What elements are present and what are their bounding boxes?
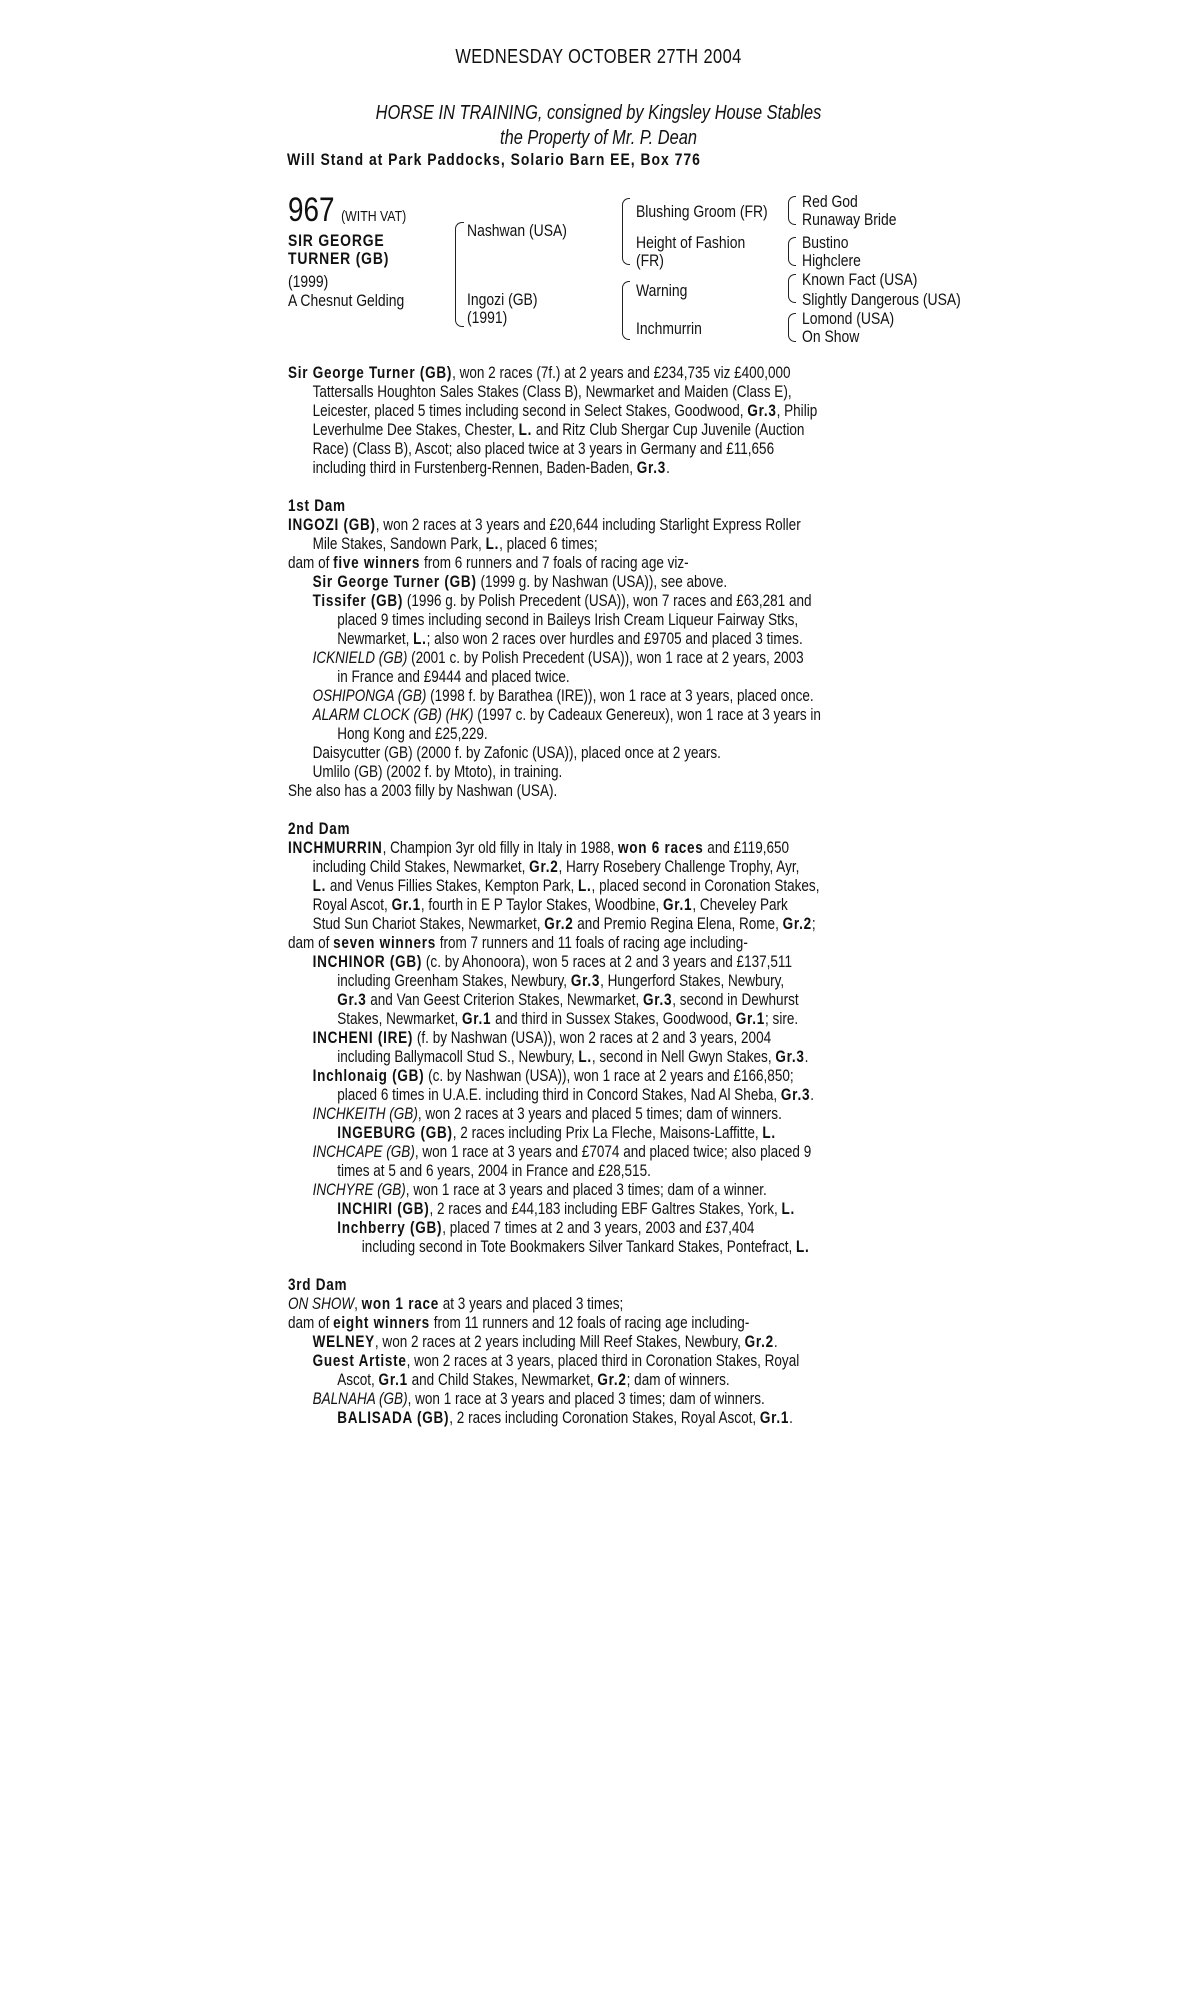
winners-count: seven winners	[333, 934, 436, 952]
grade-label: Gr.2	[597, 1371, 627, 1389]
pedigree-brace	[622, 305, 630, 340]
offspring-text: , won 1 race at 3 years and placed 3 times; dam of winners.	[407, 1390, 765, 1408]
offspring-text: , Hungerford Stakes, Newbury,	[600, 972, 785, 990]
grand-offspring-name: Inchberry (GB)	[337, 1219, 443, 1237]
great-grandparent: Bustino	[802, 233, 849, 252]
lot-number	[288, 192, 406, 235]
offspring-text: Hong Kong and £25,229.	[337, 725, 488, 743]
dam-text: and Venus Fillies Stakes, Kempton Park,	[326, 877, 579, 895]
dam-text: ,	[354, 1295, 362, 1313]
grade-label: Gr.2	[529, 858, 559, 876]
dam-text: from 11 runners and 12 foals of racing age including-	[429, 1314, 750, 1332]
grade-label: Gr.3	[775, 1048, 805, 1066]
offspring-text: ; dam of winners.	[626, 1371, 730, 1389]
dam-text: , won 2 races at 3 years and £20,644 including Starlight Express Roller	[375, 516, 801, 534]
grand-offspring-name: BALISADA (GB)	[337, 1409, 450, 1427]
dam-text: from 7 runners and 11 foals of racing age including-	[435, 934, 748, 952]
offspring-name: Guest Artiste	[312, 1352, 407, 1370]
third-dam-section	[288, 1276, 1100, 1428]
offspring-text: in France and £9444 and placed twice.	[337, 668, 570, 686]
pedigree-brace	[788, 251, 796, 266]
grade-label: Gr.1	[378, 1371, 408, 1389]
sire-dam-name	[636, 234, 745, 270]
offspring-text: Ascot,	[337, 1371, 379, 1389]
grade-label: Gr.1	[663, 896, 693, 914]
offspring-name: Tissifer (GB)	[312, 592, 404, 610]
dam-name-bold: INGOZI (GB)	[288, 516, 376, 534]
offspring-text: , second in Dewhurst	[672, 991, 799, 1009]
dam-foaling-year: (1991)	[467, 308, 508, 327]
grade-label: Gr.3	[642, 991, 673, 1009]
offspring-text: .	[810, 1086, 814, 1104]
pedigree-brace	[788, 288, 796, 303]
offspring-name: BALNAHA (GB)	[312, 1390, 408, 1408]
grade-label: Gr.3	[570, 972, 601, 990]
property-line: the Property of Mr. P. Dean	[500, 127, 697, 149]
wins-bold: won 6 races	[617, 839, 704, 857]
foaling-year: (1999)	[288, 272, 329, 291]
racing-text: Race) (Class B), Ascot; also placed twice at 3 years in Germany and £11,656	[312, 440, 775, 458]
dam-text: , Cheveley Park	[692, 896, 788, 914]
dam-text: , fourth in E P Taylor Stakes, Woodbine,	[420, 896, 664, 914]
offspring-text: including second in Tote Bookmakers Silver Tankard Stakes, Pontefract,	[361, 1238, 797, 1256]
grade-label: L.	[578, 877, 592, 895]
offspring-text: .	[773, 1333, 778, 1351]
racing-text: Leverhulme Dee Stakes, Chester,	[312, 421, 519, 439]
racing-text: Tattersalls Houghton Sales Stakes (Class B), Newmarket and Maiden (Class E),	[312, 383, 792, 401]
offspring-text: (1999 g. by Nashwan (USA)), see above.	[476, 573, 728, 591]
great-grandparent: Highclere	[802, 251, 861, 270]
grade-label: Gr.3	[780, 1086, 811, 1104]
sire-sire-name: Blushing Groom (FR)	[636, 202, 768, 221]
racing-text: and Ritz Club Shergar Cup Juvenile (Auction	[532, 421, 805, 439]
dam-text: , Harry Rosebery Challenge Trophy, Ayr,	[558, 858, 800, 876]
offspring-text: and Child Stakes, Newmarket,	[407, 1371, 598, 1389]
offspring-text: , second in Nell Gwyn Stakes,	[591, 1048, 776, 1066]
offspring-text: and Van Geest Criterion Stakes, Newmarket,	[366, 991, 643, 1009]
dam-text: from 6 runners and 7 foals of racing age viz-	[420, 554, 689, 572]
section-heading: 1st Dam	[288, 497, 346, 515]
pedigree-brace	[455, 272, 464, 327]
dam-text: She also has a 2003 filly by Nashwan (USA).	[288, 782, 558, 800]
racing-text: .	[666, 459, 670, 477]
dam-text: at 3 years and placed 3 times;	[438, 1295, 624, 1313]
grade-label: L.	[762, 1124, 776, 1142]
offspring-text: (2001 c. by Polish Precedent (USA)), won 1 race at 2 years, 2003	[407, 649, 804, 667]
great-grandparent: Lomond (USA)	[802, 309, 895, 328]
winners-count: five winners	[333, 554, 421, 572]
dam-text: ;	[811, 915, 816, 933]
offspring-text: , placed 7 times at 2 and 3 years, 2003 and £37,404	[442, 1219, 755, 1237]
great-grandparent: Red God	[802, 192, 858, 211]
pedigree-brace	[455, 222, 464, 273]
pedigree-brace	[788, 210, 796, 225]
grade-label: L.	[312, 877, 327, 895]
great-grandparent: On Show	[802, 327, 860, 346]
offspring-text: , 2 races and £44,183 including EBF Galtres Stakes, York,	[429, 1200, 782, 1218]
dam-name-bold: INCHMURRIN	[288, 839, 383, 857]
grade-label: Gr.3	[636, 459, 667, 477]
great-grandparent: Runaway Bride	[802, 210, 897, 229]
offspring-text: and third in Sussex Stakes, Goodwood,	[491, 1010, 736, 1028]
dam-text: Mile Stakes, Sandown Park,	[312, 535, 486, 553]
offspring-text: (c. by Ahonoora), won 5 races at 2 and 3 years and £137,511	[422, 953, 792, 971]
offspring-name: ALARM CLOCK (GB) (HK)	[312, 706, 474, 724]
great-grandparent: Known Fact (USA)	[802, 270, 918, 289]
horse-name-line2: TURNER (GB)	[288, 249, 390, 268]
section-heading: 3rd Dam	[288, 1276, 348, 1294]
grade-label: Gr.2	[744, 1333, 774, 1351]
offspring-text: Daisycutter (GB) (2000 f. by Zafonic (USA)), placed once at 2 years.	[312, 744, 721, 762]
dam-sire-name: Warning	[636, 281, 688, 300]
offspring-text: , 2 races including Coronation Stakes, Royal Ascot,	[449, 1409, 760, 1427]
pedigree-brace	[788, 274, 796, 289]
sire-dam-line1: Height of Fashion	[636, 233, 746, 252]
offspring-text: , won 1 race at 3 years and placed 3 times; dam of a winner.	[405, 1181, 767, 1199]
lot-number-value: 967	[288, 191, 335, 229]
offspring-name: INCHENI (IRE)	[312, 1029, 414, 1047]
pedigree-brace	[788, 313, 796, 328]
offspring-text: Stakes, Newmarket,	[337, 1010, 463, 1028]
offspring-text: including Greenham Stakes, Newbury,	[337, 972, 571, 990]
offspring-text: (1997 c. by Cadeaux Genereux), won 1 race at 3 years in	[473, 706, 821, 724]
offspring-name: INCHINOR (GB)	[312, 953, 423, 971]
consignment-line: HORSE IN TRAINING, consigned by Kingsley House Stables	[375, 102, 822, 124]
offspring-text: , won 2 races at 3 years and placed 5 times; dam of winners.	[417, 1105, 782, 1123]
offspring-name: Inchlonaig (GB)	[312, 1067, 425, 1085]
catalogue-body	[288, 364, 1100, 1428]
racing-text: , won 2 races (7f.) at 2 years and £234,735 viz £400,000	[452, 364, 791, 382]
offspring-text: Umlilo (GB) (2002 f. by Mtoto), in training.	[312, 763, 563, 781]
winners-count: eight winners	[333, 1314, 430, 1332]
dam-name-line1: Ingozi (GB)	[467, 290, 538, 309]
offspring-text: , won 2 races at 2 years including Mill Reef Stakes, Newbury,	[374, 1333, 745, 1351]
grade-label: L.	[796, 1238, 810, 1256]
offspring-text: ; also won 2 races over hurdles and £9705 and placed 3 times.	[426, 630, 803, 648]
horse-description: A Chesnut Gelding	[288, 291, 405, 310]
dam-text: Royal Ascot,	[312, 896, 392, 914]
great-grandparent: Slightly Dangerous (USA)	[802, 290, 961, 309]
offspring-name: ICKNIELD (GB)	[312, 649, 408, 667]
offspring-name: INCHYRE (GB)	[312, 1181, 406, 1199]
racing-text: Leicester, placed 5 times including second in Select Stakes, Goodwood,	[312, 402, 748, 420]
pedigree-brace	[788, 327, 796, 342]
offspring-name: INCHCAPE (GB)	[312, 1143, 415, 1161]
offspring-text: Newmarket,	[337, 630, 414, 648]
grade-label: L.	[781, 1200, 795, 1218]
pedigree-brace	[788, 237, 796, 252]
dam-text: Stud Sun Chariot Stakes, Newmarket,	[312, 915, 545, 933]
grade-label: L.	[485, 535, 500, 553]
horse-name	[288, 232, 389, 268]
dam-text: including Child Stakes, Newmarket,	[312, 858, 530, 876]
dam-text: dam of	[288, 934, 334, 952]
wins-bold: won 1 race	[361, 1295, 439, 1313]
grade-label: Gr.1	[391, 896, 421, 914]
sale-date: WEDNESDAY OCTOBER 27TH 2004	[455, 46, 742, 68]
horse-name-bold: Sir George Turner (GB)	[288, 364, 453, 382]
pedigree-brace	[622, 198, 630, 227]
offspring-text: (c. by Nashwan (USA)), won 1 race at 2 years and £166,850;	[424, 1067, 794, 1085]
racing-text: including third in Furstenberg-Rennen, Baden-Baden,	[312, 459, 637, 477]
offspring-text: (f. by Nashwan (USA)), won 2 races at 2 and 3 years, 2004	[413, 1029, 772, 1047]
offspring-text: , won 1 race at 3 years and £7074 and placed twice; also placed 9	[414, 1143, 812, 1161]
grade-label: Gr.2	[782, 915, 812, 933]
first-dam-section	[288, 497, 1100, 801]
racing-text: , Philip	[776, 402, 818, 420]
dam-dam-name: Inchmurrin	[636, 319, 702, 338]
pedigree-brace	[622, 281, 630, 306]
grade-label: Gr.1	[735, 1010, 766, 1028]
horse-meta	[288, 272, 404, 310]
stand-location: Will Stand at Park Paddocks, Solario Barn EE, Box 776	[287, 150, 701, 169]
dam-text: , Champion 3yr old filly in Italy in 1988,	[382, 839, 618, 857]
offspring-name: INCHKEITH (GB)	[312, 1105, 418, 1123]
sire-name: Nashwan (USA)	[467, 221, 567, 240]
offspring-text: , won 2 races at 3 years, placed third in Coronation Stakes, Royal	[406, 1352, 800, 1370]
racing-record	[288, 364, 1100, 478]
dam-text: , placed second in Coronation Stakes,	[591, 877, 820, 895]
offspring-text: (1998 f. by Barathea (IRE)), won 1 race at 3 years, placed once.	[426, 687, 814, 705]
grade-label: Gr.2	[544, 915, 574, 933]
grade-label: Gr.3	[337, 991, 367, 1009]
grade-label: L.	[578, 1048, 592, 1066]
offspring-text: including Ballymacoll Stud S., Newbury,	[337, 1048, 579, 1066]
grade-label: L.	[518, 421, 533, 439]
sire-dam-line2: (FR)	[636, 251, 664, 270]
grade-label: Gr.1	[759, 1409, 790, 1427]
second-dam-section	[288, 820, 1100, 1257]
offspring-text: .	[789, 1409, 793, 1427]
offspring-text: placed 6 times in U.A.E. including third in Concord Stakes, Nad Al Sheba,	[337, 1086, 781, 1104]
dam-text: dam of	[288, 554, 334, 572]
dam-name-italic: ON SHOW	[288, 1295, 355, 1313]
grand-offspring-name: INCHIRI (GB)	[337, 1200, 430, 1218]
offspring-name: Sir George Turner (GB)	[312, 573, 477, 591]
offspring-text: ; sire.	[765, 1010, 799, 1028]
dam-text: and £119,650	[703, 839, 790, 857]
offspring-text: (1996 g. by Polish Precedent (USA)), won 7 races and £63,281 and	[403, 592, 812, 610]
grand-offspring-name: INGEBURG (GB)	[337, 1124, 453, 1142]
section-heading: 2nd Dam	[288, 820, 351, 838]
vat-note: (WITH VAT)	[341, 208, 407, 225]
horse-name-line1: SIR GEORGE	[288, 231, 385, 250]
grade-label: Gr.1	[462, 1010, 492, 1028]
pedigree-brace	[622, 226, 630, 265]
pedigree-brace	[788, 196, 796, 211]
offspring-text: .	[804, 1048, 809, 1066]
offspring-text: , 2 races including Prix La Fleche, Maisons-Laffitte,	[452, 1124, 763, 1142]
grade-label: L.	[413, 630, 427, 648]
offspring-name: WELNEY	[312, 1333, 375, 1351]
dam-text: dam of	[288, 1314, 334, 1332]
offspring-name: OSHIPONGA (GB)	[312, 687, 427, 705]
dam-name	[467, 291, 538, 327]
offspring-text: times at 5 and 6 years, 2004 in France and £28,515.	[337, 1162, 651, 1180]
dam-text: , placed 6 times;	[499, 535, 598, 553]
grade-label: Gr.3	[747, 402, 777, 420]
offspring-text: placed 9 times including second in Baileys Irish Cream Liqueur Fairway Stks,	[337, 611, 799, 629]
dam-text: and Premio Regina Elena, Rome,	[573, 915, 783, 933]
